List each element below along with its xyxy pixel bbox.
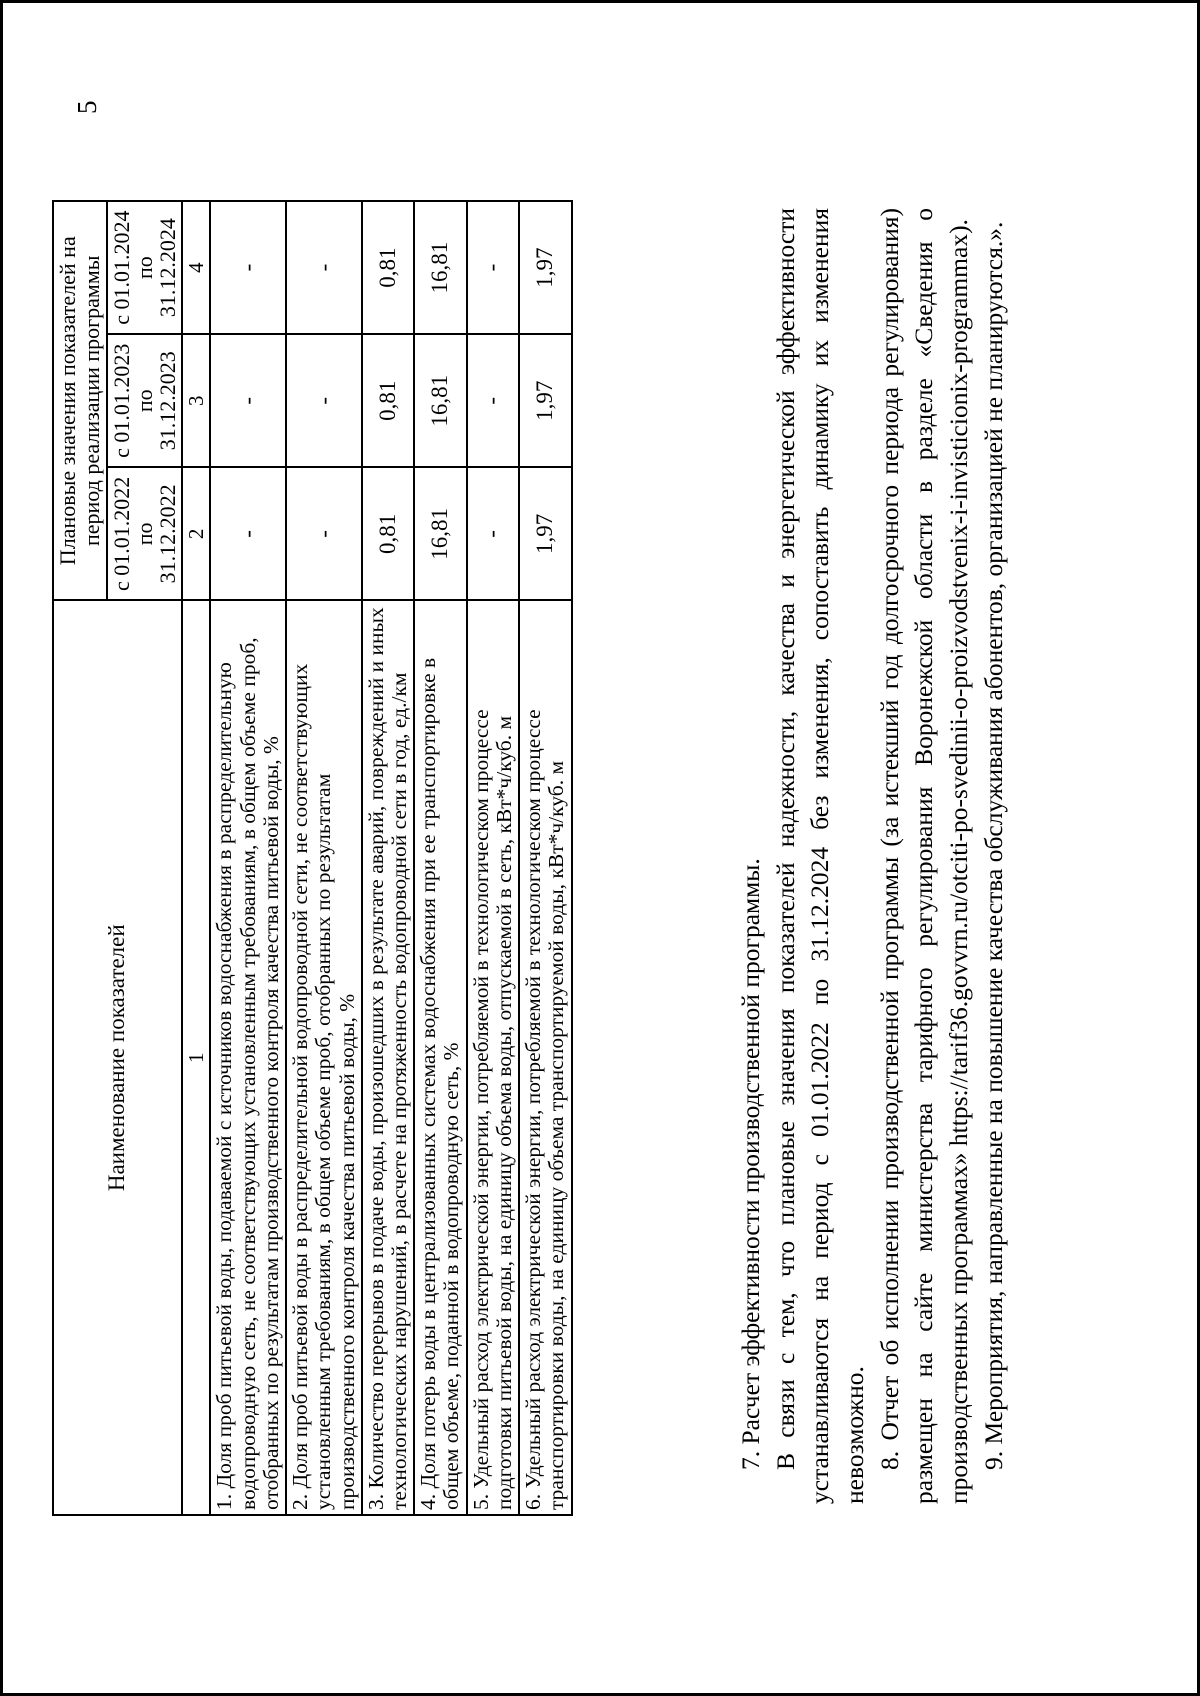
document-body-text [734, 208, 1011, 1504]
column-number: 3 [182, 334, 211, 467]
table-row [362, 201, 414, 1515]
value-2023: - [467, 334, 519, 467]
value-2024: 1,97 [519, 201, 571, 334]
value-2023: 16,81 [414, 334, 466, 467]
column-number: 2 [182, 467, 211, 600]
table-row [286, 201, 362, 1515]
value-2024: - [286, 201, 362, 334]
value-2023: 1,97 [519, 334, 571, 467]
header-period-2022: с 01.01.2022 по 31.12.2022 [107, 467, 182, 600]
value-2024: - [467, 201, 519, 334]
header-period-2024: с 01.01.2024 по 31.12.2024 [107, 201, 182, 334]
value-2022: - [210, 467, 286, 600]
column-number: 1 [182, 600, 211, 1515]
value-2022: 0,81 [362, 467, 414, 600]
column-number-row [182, 201, 211, 1515]
value-2024: 0,81 [362, 201, 414, 334]
value-2022: - [286, 467, 362, 600]
value-2022: - [467, 467, 519, 600]
indicator-name: 2. Доля проб питьевой воды в распределительной водопроводной сети, не соответствующих установленным требованиям, в общем объеме проб, отобранных по результатам производственного контроля качества питьевой воды, % [286, 600, 362, 1515]
indicator-name: 1. Доля проб питьевой воды, подаваемой с источников водоснабжения в распределительную водопроводную сеть, не соответствующих установленным требованиям, в общем объеме проб, отобранных по результатам производственного контроля качества питьевой воды, % [210, 600, 286, 1515]
indicators-table [52, 200, 573, 1516]
table-row [210, 201, 286, 1515]
indicator-name: 3. Количество перерывов в подаче воды, произошедших в результате аварий, повреждений и иных технологических нарушений, в расчете на протяженность водопроводной сети в год, ед./км [362, 600, 414, 1515]
header-period-2023: с 01.01.2023 по 31.12.2023 [107, 334, 182, 467]
value-2024: - [210, 201, 286, 334]
page-number: 5 [72, 100, 102, 114]
section-7-text: В связи с тем, что плановые значения показателей надежности, качества и энергетической эффективности устанавливаются на период с 01.01.2022 по 31.12.2024 без изменения, сопоставить динамику их изменения невозможно. [770, 208, 870, 1504]
value-2023: - [210, 334, 286, 467]
header-plan-values: Плановые значения показателей на период реализации программы [53, 201, 107, 600]
value-2022: 1,97 [519, 467, 571, 600]
table-row [414, 201, 466, 1515]
section-7-heading: 7. Расчет эффективности производственной программы. [736, 858, 765, 1470]
table-row [519, 201, 571, 1515]
header-indicator-name: Наименование показателей [53, 600, 182, 1515]
table-row [467, 201, 519, 1515]
indicator-name: 6. Удельный расход электрической энергии, потребляемой в технологическом процессе транспортировки воды, на единицу объема транспортируемой воды, кВт*ч/куб. м [519, 600, 571, 1515]
value-2023: - [286, 334, 362, 467]
table-header-row [53, 201, 107, 1515]
indicator-name: 5. Удельный расход электрической энергии, потребляемой в технологическом процессе подготовки питьевой воды, на единицу объема воды, отпускаемой в сеть, кВт*ч/куб. м [467, 600, 519, 1515]
section-9-text: 9. Мероприятия, направленные на повышение качества обслуживания абонентов, организацией не планируются.». [978, 221, 1008, 1470]
value-2022: 16,81 [414, 467, 466, 600]
value-2024: 16,81 [414, 201, 466, 334]
column-number: 4 [182, 201, 211, 334]
section-8-text: 8. Отчет об исполнении производственной программы (за истекший год долгосрочного периода регулирования) размещен на сайте министерства тарифного регулирования Воронежской области в разделе «Сведения о производственных программах» https://tarif36.govvrn.ru/otciti-po-svedinii-o-proizvodstvenix-i-invisticionix-programmax). [874, 208, 974, 1504]
value-2023: 0,81 [362, 334, 414, 467]
indicator-name: 4. Доля потерь воды в централизованных системах водоснабжения при ее транспортировке в общем объеме, поданной в водопроводную сеть, % [414, 600, 466, 1515]
